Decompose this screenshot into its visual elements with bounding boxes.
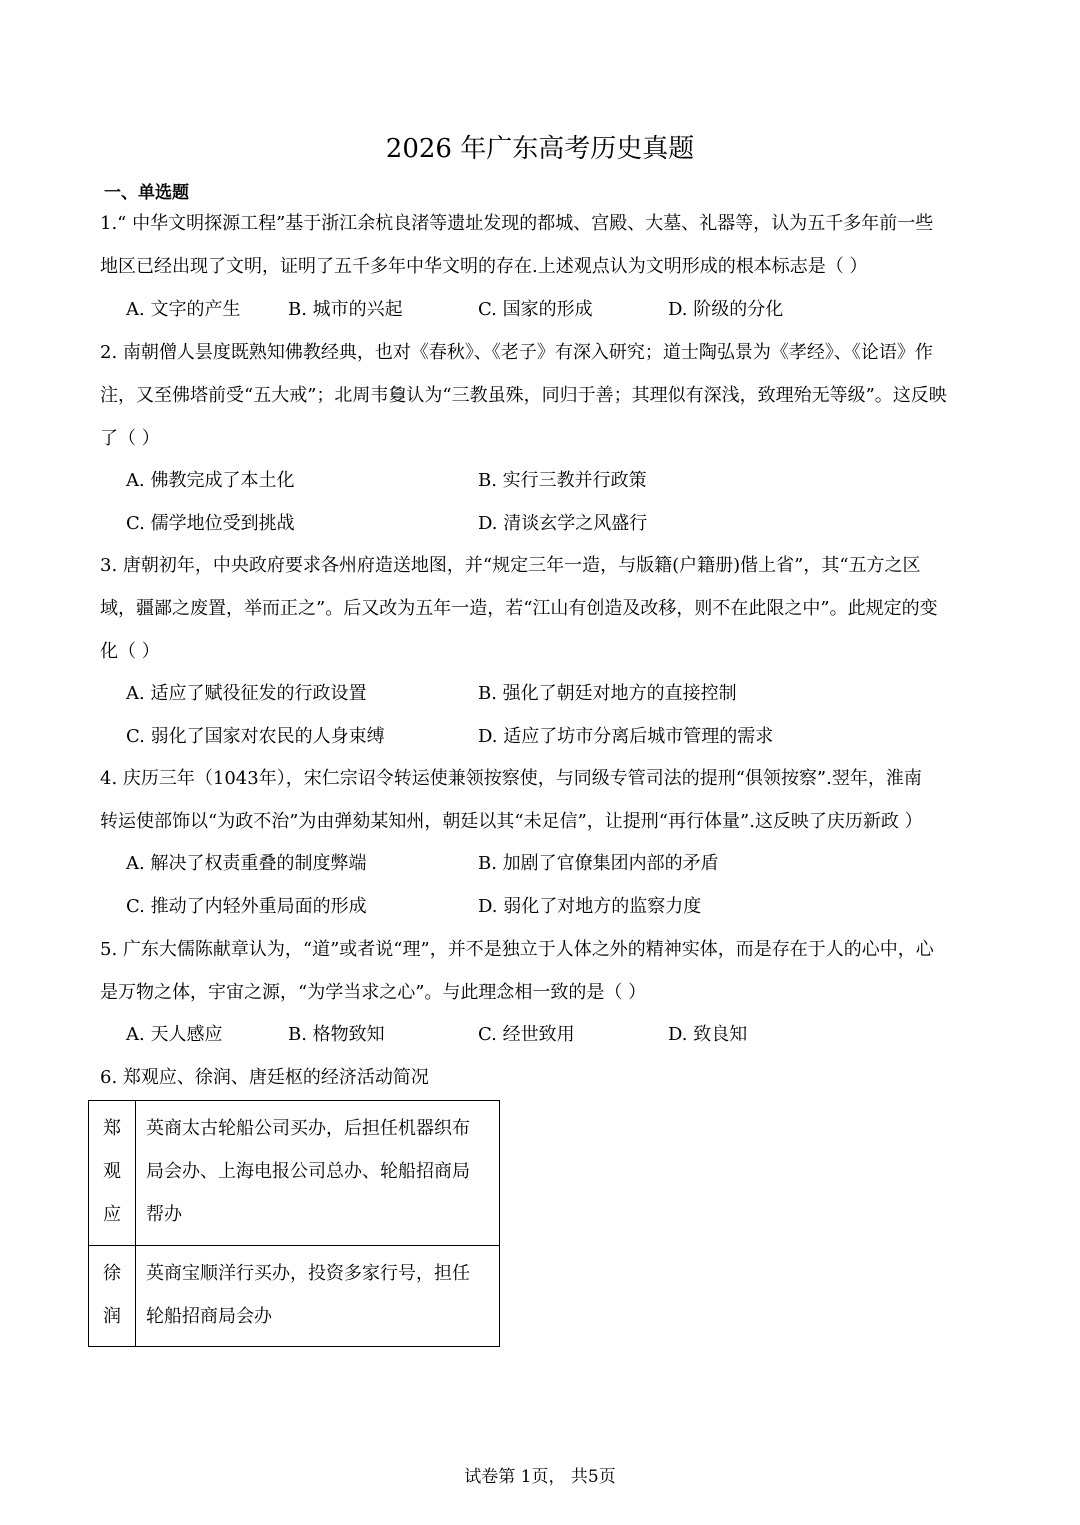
question-3-line-2: 域，疆鄙之废置，举而正之”。后又改为五年一造，若“江山有创造及改移，则不在此限之中”。此规定的变 — [100, 598, 938, 619]
question-1-option-d: D. 阶级的分化 — [668, 299, 784, 320]
question-1-option-c: C. 国家的形成 — [478, 299, 593, 320]
page-footer: 试卷第 1页， 共5页 — [464, 1467, 616, 1487]
question-4-line-1: 4. 庆历三年（1043年），宋仁宗诏令转运使兼领按察使，与同级专管司法的提刑“俱领按察”.翌年，淮南 — [100, 768, 922, 789]
question-5-option-c: C. 经世致用 — [478, 1024, 575, 1045]
question-3-line-1: 3. 唐朝初年，中央政府要求各州府造送地图，并“规定三年一造，与版籍(户籍册)偕上省”，其“五方之区 — [100, 555, 921, 576]
question-5-option-a: A. 天人感应 — [126, 1024, 223, 1045]
name-char: 郑 — [103, 1118, 121, 1139]
section-heading: 一、单选题 — [104, 183, 189, 203]
table-cell-description — [136, 1101, 500, 1246]
question-1-line-1: 1.“ 中华文明探源工程”基于浙江余杭良渚等遗址发现的都城、宫殿、大墓、礼器等，认为五千多年前一些 — [100, 213, 934, 234]
question-2-option-c: C. 儒学地位受到挑战 — [126, 513, 295, 534]
table-cell-description — [136, 1246, 500, 1347]
question-3-option-b: B. 强化了朝廷对地方的直接控制 — [478, 683, 737, 704]
question-3-line-3: 化（ ） — [100, 641, 160, 662]
question-1-option-a: A. 文字的产生 — [126, 299, 241, 320]
table-row — [89, 1101, 500, 1246]
question-2-line-3: 了（ ） — [100, 428, 160, 449]
name-char: 应 — [103, 1204, 121, 1225]
question-3-option-d: D. 适应了坊市分离后城市管理的需求 — [478, 726, 774, 747]
question-2-option-b: B. 实行三教并行政策 — [478, 470, 647, 491]
description-line: 轮船招商局会办 — [146, 1306, 272, 1327]
name-char: 观 — [103, 1161, 121, 1182]
question-1-line-2: 地区已经出现了文明，证明了五千多年中华文明的存在.上述观点认为文明形成的根本标志是（ ） — [100, 256, 868, 277]
question-4-option-b: B. 加剧了官僚集团内部的矛盾 — [478, 853, 719, 874]
question-2-line-2: 注，又至佛塔前受“五大戒”；北周韦敻认为“三教虽殊，同归于善；其理似有深浅，致理殆无等级”。这反映 — [100, 385, 947, 406]
question-3-option-c: C. 弱化了国家对农民的人身束缚 — [126, 726, 385, 747]
question-4-line-2: 转运使部饰以“为政不治”为由弹劾某知州，朝廷以其“未足信”，让提刑“再行体量”.这反映了庆历新政 ） — [100, 811, 923, 832]
description-line: 帮办 — [146, 1204, 182, 1225]
question-5-option-b: B. 格物致知 — [288, 1024, 385, 1045]
question-2-option-a: A. 佛教完成了本土化 — [126, 470, 295, 491]
question-2-option-d: D. 清谈玄学之风盛行 — [478, 513, 648, 534]
description-line: 英商太古轮船公司买办，后担任机器织布 — [146, 1118, 470, 1139]
page-title: 2026 年广东高考历史真题 — [385, 134, 695, 164]
question-2-line-1: 2. 南朝僧人昙度既熟知佛教经典，也对《春秋》、《老子》有深入研究；道士陶弘景为《孝经》、《论语》作 — [100, 342, 933, 363]
question-4-option-a: A. 解决了权责重叠的制度弊端 — [126, 853, 367, 874]
question-5-line-2: 是万物之体，宇宙之源，“为学当求之心”。与此理念相一致的是（ ） — [100, 982, 647, 1003]
question-5-option-d: D. 致良知 — [668, 1024, 748, 1045]
question-6-line-1: 6. 郑观应、徐润、唐廷枢的经济活动简况 — [100, 1067, 429, 1088]
name-char: 润 — [103, 1306, 121, 1327]
description-line: 局会办、上海电报公司总办、轮船招商局 — [146, 1161, 470, 1182]
economic-activity-table — [88, 1100, 500, 1347]
question-4-option-d: D. 弱化了对地方的监察力度 — [478, 896, 702, 917]
question-1-option-b: B. 城市的兴起 — [288, 299, 403, 320]
table-row — [89, 1246, 500, 1347]
description-line: 英商宝顺洋行买办，投资多家行号，担任 — [146, 1263, 470, 1284]
question-4-option-c: C. 推动了内轻外重局面的形成 — [126, 896, 367, 917]
question-5-line-1: 5. 广东大儒陈献章认为，“道”或者说“理”，并不是独立于人体之外的精神实体，而是存在于人的心中，心 — [100, 939, 934, 960]
table-cell-name — [89, 1246, 136, 1347]
name-char: 徐 — [103, 1263, 121, 1284]
table-cell-name — [89, 1101, 136, 1246]
question-3-option-a: A. 适应了赋役征发的行政设置 — [126, 683, 367, 704]
